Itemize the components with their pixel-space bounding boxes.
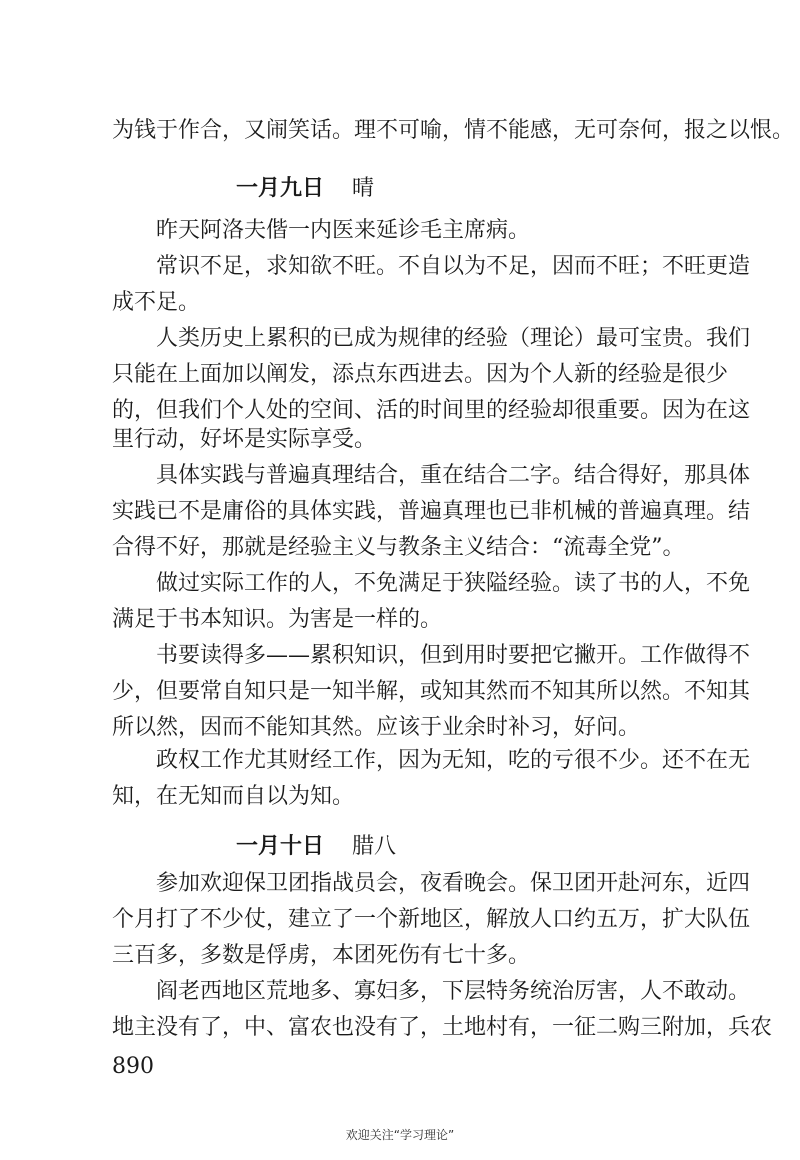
- text-line: 满足于书本知识。为害是一样的。: [112, 607, 443, 632]
- text-line: 个月打了不少仗，建立了一个新地区，解放人口约五万，扩大队伍: [112, 907, 751, 932]
- text-line: 里行动，好坏是实际享受。: [112, 427, 377, 452]
- footer-caption: 欢迎关注“学习理论”: [345, 1128, 455, 1142]
- diary-heading-jan-10: [236, 828, 396, 865]
- diary-heading-jan-9: [236, 170, 374, 207]
- text-line: 书要读得多——累积知识，但到用时要把它撇开。工作做得不: [156, 643, 751, 668]
- heading-weather: 晴: [352, 176, 375, 201]
- text-line: 人类历史上累积的已成为规律的经验（理论）最可宝贵。我们: [156, 326, 751, 351]
- text-line: 做过实际工作的人，不免满足于狭隘经验。读了书的人，不免: [156, 571, 751, 596]
- text-line: 政权工作尤其财经工作，因为无知，吃的亏很不少。还不在无: [156, 748, 751, 773]
- text-line: 只能在上面加以阐发，添点东西进去。因为个人新的经验是很少: [112, 362, 729, 387]
- text-line: 成不足。: [112, 290, 201, 315]
- text-line: 实践已不是庸俗的具体实践，普遍真理也已非机械的普遍真理。结: [112, 499, 751, 524]
- text-line: 昨天阿洛夫偕一内医来延诊毛主席病。: [156, 218, 531, 243]
- text-line: 合得不好，那就是经验主义与教条主义结合：“流毒全党”。: [112, 535, 685, 560]
- text-line: 阎老西地区荒地多、寡妇多，下层特务统治厉害，人不敢动。: [156, 979, 751, 1004]
- text-line: 为钱于作合，又闹笑话。理不可喻，情不能感，无可奈何，报之以恨。: [112, 118, 795, 143]
- text-line: 参加欢迎保卫团指战员会，夜看晚会。保卫团开赴河东，近四: [156, 871, 751, 896]
- text-line: 地主没有了，中、富农也没有了，土地村有，一征二购三附加，兵农: [112, 1015, 773, 1040]
- text-line: 常识不足，求知欲不旺。不自以为不足，因而不旺；不旺更造: [156, 254, 751, 279]
- heading-weather: 腊八: [352, 834, 397, 859]
- text-line: 的，但我们个人处的空间、活的时间里的经验却很重要。因为在这: [112, 398, 751, 423]
- text-line: 具体实践与普遍真理结合，重在结合二字。结合得好，那具体: [156, 463, 751, 488]
- text-line: 知，在无知而自以为知。: [112, 784, 355, 809]
- text-line: 所以然，因而不能知其然。应该于业余时补习，好问。: [112, 715, 641, 740]
- heading-date: 一月九日: [236, 175, 325, 201]
- page-number: 890: [112, 1054, 154, 1079]
- text-line: 三百多，多数是俘虏，本团死伤有七十多。: [112, 943, 531, 968]
- text-line: 少，但要常自知只是一知半解，或知其然而不知其所以然。不知其: [112, 679, 751, 704]
- heading-date: 一月十日: [236, 833, 325, 859]
